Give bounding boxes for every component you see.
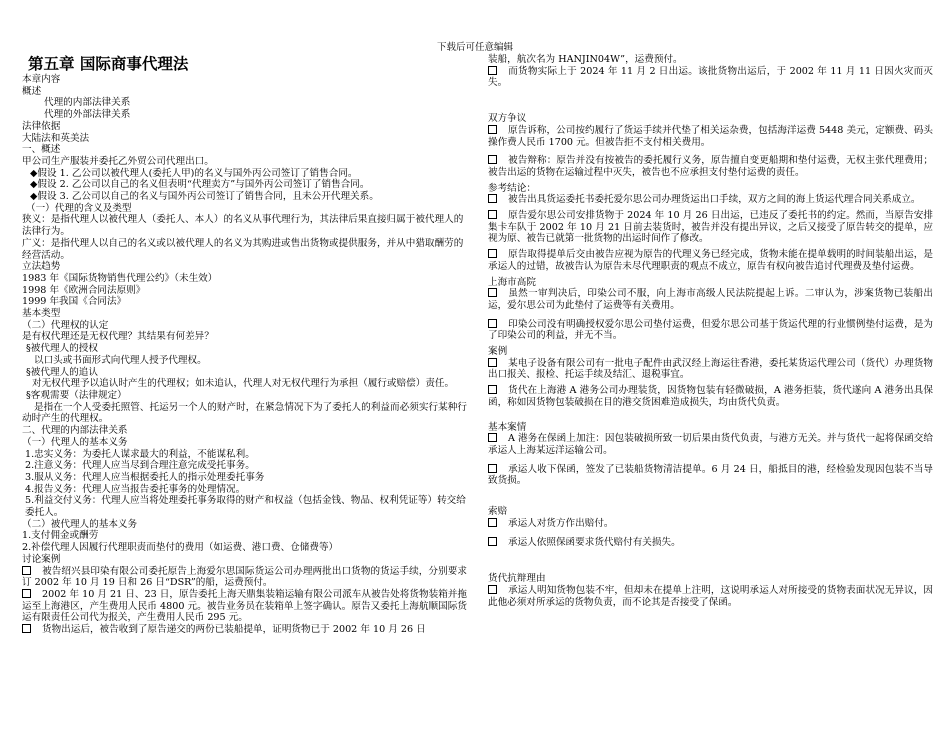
reference-paragraph: 被告出具货运委托书委托爱尔思公司办理货运出口手续，双方之间的海上货运代理合同关系成立。 [488,194,933,206]
defense-paragraph: 承运人明知货物包装不牢，但却未在提单上注明，这说明承运人对所接受的货物表面状况无异议，因此他必须对所承运的货物负责，而不论其是否接受了保函。 [488,584,933,608]
principal-duty-item: 1.支付佣金或酬劳 [22,530,99,542]
duty-item: 5.利益交付义务：代理人应当将处理委托事务取得的财产和权益（包括金钱、物品、权利凭证等）转交给委托人。 [25,495,466,519]
legislation-item: 1998 年《欧洲合同法原则》 [22,284,146,296]
reference-paragraph: 原告取得提单后交由被告应视为原告的代理义务已经完成，货物未能在提单载明的时间装船出运，是承运人的过错，故被告认为原告未尽代理职责的观点不成立，原告有权向被告追讨代理费及垫付运费。 [488,249,933,272]
toc-item: 代理的内部法律关系 [44,97,131,109]
authorization-heading: §被代理人的授权 [26,343,98,355]
checkbox-icon[interactable] [488,319,497,328]
checkbox-icon[interactable] [22,624,31,633]
right-column [488,54,933,608]
checkbox-icon[interactable] [488,518,497,527]
dispute-paragraph: 被告辩称：原告并没有按被告的委托履行义务，原告擅自变更船期和垫付运费，无权主张代理费用；被告出运的货物在运输过程中灭失，被告也不应承担支付垫付运费的责任。 [488,155,933,178]
authorization-text: 以口头或书面形式向代理人授予代理权。 [34,354,207,366]
subsection-heading: （一）代理的含义及类型 [26,202,132,214]
legislation-heading: 立法趋势 [22,261,61,273]
court-heading: 上海市高院 [488,276,536,288]
dispute-paragraph: 原告诉称，公司按约履行了货运手续并代垫了相关运杂费，包括海洋运费 5448 美元，定额费、码头操作费人民币 1700 元。但被告拒不支付相关费用。 [488,124,933,148]
checkbox-icon[interactable] [488,249,497,258]
chapter-title: 第五章 国际商事代理法 [28,55,189,73]
checkbox-icon[interactable] [488,66,497,75]
left-column [22,54,467,636]
section-heading: 一、概述 [22,144,61,156]
legislation-item: 1999 年我国《合同法》 [22,296,127,308]
legislation-item: 1983 年《国际货物销售代理公约》（未生效） [22,272,218,284]
continued-text: 装船，航次名为 HANJIN04W”，运费预付。 [488,54,683,65]
case-heading: 案例 [488,346,508,358]
facts-paragraph: A 港务在保函上加注：因包装破损所致一切后果由货代负责，与港方无关。并与货代一起将保函交给承运人上海某远洋运输公司。 [488,433,933,456]
facts-heading: 基本案情 [488,421,527,433]
checkbox-icon[interactable] [488,125,497,134]
case-paragraph: 被告绍兴县印染有限公司委托原告上海爱尔思国际货运公司办理两批出口货物的货运手续，分别要求订 2002 年 10 月 19 日和 26 日“DSR”的船，运费预付。 [22,565,467,589]
case-paragraph: 某电子设备有限公司有一批电子配件由武汉经上海运往香港，委托某货运代理公司（货代）办理货物出口报关、报检、托运手续及结汇、退税事宜。 [488,357,933,381]
checkbox-icon[interactable] [488,464,497,473]
header-note: 下载后可任意编辑 [436,42,513,53]
claim-item: 承运人依照保函要求货代赔付有关损失。 [488,537,933,549]
fire-paragraph: 而货物实际上于 2024 年 11 月 2 日出运。该批货物出运后，于 2002 年 11 月 11 日因火灾而灭失。 [488,65,933,89]
broad-definition: 广义：是指代理人以自己的名义或以被代理人的名义为其购进或售出货物或提供服务，并从中猎取酬劳的经营活动。 [22,237,464,261]
claim-item: 承运人对货方作出赔付。 [488,518,933,530]
reference-paragraph: 原告爱尔思公司安排货物于 2024 年 10 月 26 日出运，已违反了委托书的约定。然而，当原告安排集卡车队于 2002 年 10 月 21 日前去装货时，被告并没有提出异议，之后又接受了原告转交的提单，应视为原、被告已就第一批货物的出运时间作了修改。 [488,210,933,245]
subsection-heading: （二）被代理人的基本义务 [22,518,138,530]
assumption-item: ◆假设 2. 乙公司以自己的名义但表明“代理卖方”与国外丙公司签订了销售合同。 [30,179,370,191]
toc-item: 本章内容 [22,74,61,85]
checkbox-icon[interactable] [488,194,497,203]
toc-item: 大陆法和英美法 [22,132,90,144]
basic-types-label: 基本类型 [22,308,61,320]
duty-item: 2.注意义务：代理人应当尽到合理注意完成受托事务。 [25,460,255,472]
duty-item: 3.服从义务：代理人应当根据委托人的指示处理委托事务 [25,471,265,483]
court-paragraph: 印染公司没有明确授权爱尔思公司垫付运费，但爱尔思公司基于货运代理的行业惯例垫付运费，是为了印染公司的利益，并无不当。 [488,318,933,342]
checkbox-icon[interactable] [488,537,497,546]
section-heading: 二、代理的内部法律关系 [22,425,128,437]
necessity-heading: §客观需要（法律规定） [26,389,127,401]
checkbox-icon[interactable] [488,155,497,164]
authority-question: 是有权代理还是无权代理？其结果有何差异？ [22,331,214,343]
checkbox-icon[interactable] [488,288,497,297]
ratification-heading: §被代理人的追认 [26,366,98,378]
assumption-item: ◆假设 1. 乙公司以被代理人(委托人甲)的名义与国外丙公司签订了销售合同。 [30,167,358,179]
narrow-definition: 狭义：是指代理人以被代理人（委托人、本人）的名义从事代理行为，其法律后果直接归属于被代理人的法律行为。 [22,214,464,238]
duty-item: 4.报告义务：代理人应当报告委托事务的处理情况。 [25,483,246,495]
toc-item: 法律依据 [22,120,61,132]
case-paragraph: 货物出运后，被告收到了原告递交的两份已装船提单，证明货物已于 2002 年 10 月 26 日 [22,624,467,636]
checkbox-icon[interactable] [488,385,497,394]
case-paragraph: 2002 年 10 月 21 日、23 日，原告委托上海天鼎集装箱运输有限公司派车从被告处将货物装箱并拖运至上海港区，产生费用人民币 4800 元。被告业务员在装箱单上签字确认。原告又委托上海航顺国际货运有限责任公司代为报关，产生费用人民币 295 元。 [22,588,467,624]
checkbox-icon[interactable] [488,210,497,219]
defense-heading: 货代抗辩理由 [488,573,546,585]
checkbox-icon[interactable] [22,589,31,598]
principal-duty-item: 2.补偿代理人因履行代理职责而垫付的费用（如运费、港口费、仓储费等） [22,542,339,554]
facts-paragraph: 承运人收下保函，签发了已装船货物清洁提单。6 月 24 日，船抵目的港，经检验发现因包装不当导致货损。 [488,463,933,487]
overview-intro: 甲公司生产服装并委托乙外贸公司代理出口。 [22,155,214,167]
ratification-text: 对无权代理予以追认时产生的代理权；如未追认，代理人对无权代理行为承担（履行或赔偿）责任。 [32,378,455,390]
checkbox-icon[interactable] [488,585,497,594]
reference-heading: 参考结论： [488,182,536,194]
subsection-heading: （二）代理权的认定 [22,319,109,331]
toc-item: 概述 [22,85,42,97]
duty-item: 1.忠实义务：为委托人谋求最大的利益，不能谋私利。 [25,448,255,460]
court-paragraph: 虽然一审判决后，印染公司不服，向上海市高级人民法院提起上诉。二审认为，涉案货物已装船出运，爱尔思公司为此垫付了运费等有关费用。 [488,288,933,311]
discussion-heading: 讨论案例 [22,553,61,565]
checkbox-icon[interactable] [488,433,497,442]
subsection-heading: （一）代理人的基本义务 [22,436,128,448]
necessity-text: 是指在一个人受委托照管、托运另一个人的财产时，在紧急情况下为了委托人的利益而必须实行某种行动时产生的代理权。 [22,401,467,425]
toc-item: 代理的外部法律关系 [44,109,131,121]
claims-heading: 索赔 [488,506,508,518]
assumption-item: ◆假设 3. 乙公司以自己的名义与国外丙公司签订了销售合同，且未公开代理关系。 [30,191,379,203]
case-paragraph: 货代在上海港 A 港务公司办理装货，因货物包装有轻微破损，A 港务拒装，货代遂向 A 港务出具保函，称如因货物包装破损在目的港交货困难造成损失，均由货代负责。 [488,385,933,408]
dispute-heading: 双方争议 [488,113,527,125]
checkbox-icon[interactable] [488,358,497,367]
checkbox-icon[interactable] [22,566,31,575]
